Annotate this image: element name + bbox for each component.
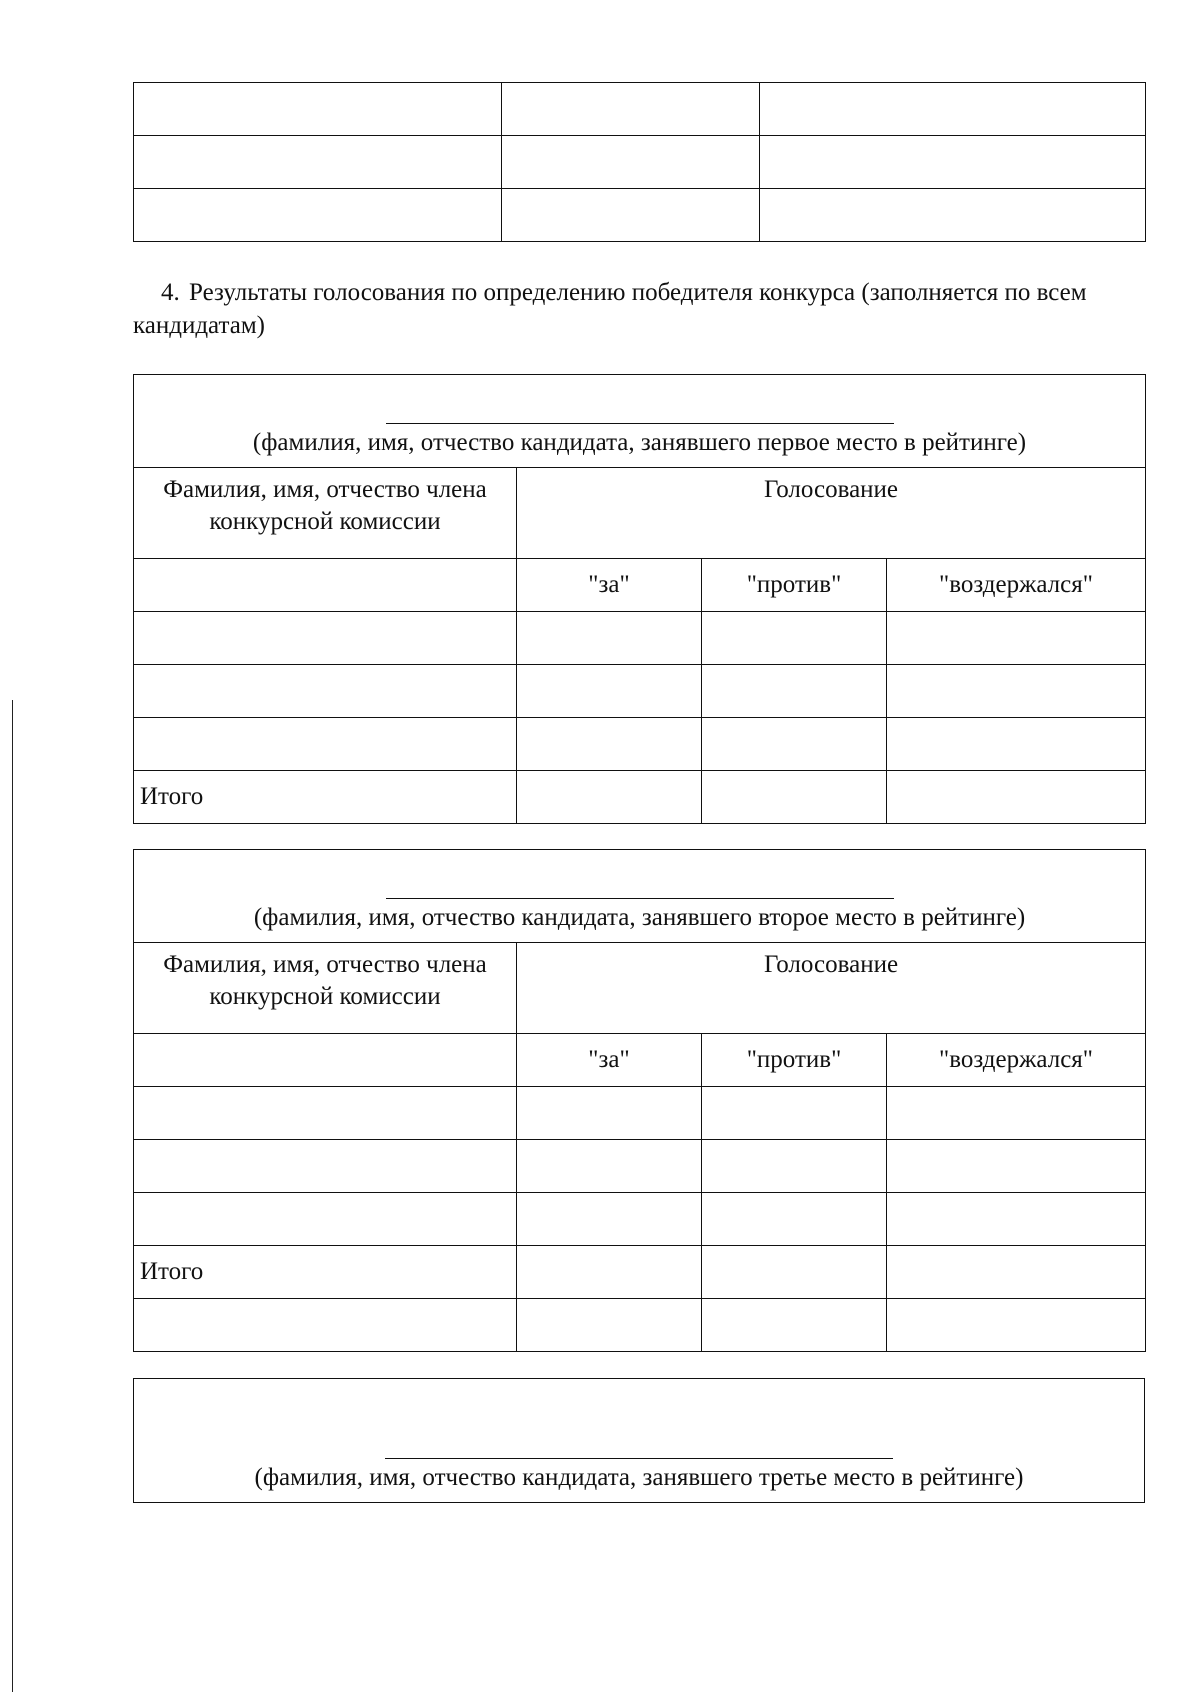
page-edge-line [12, 700, 13, 1692]
section-text: Результаты голосования по определению победителя конкурса (заполняется по всем кандидатам) [133, 279, 1087, 339]
table-cell[interactable] [517, 612, 702, 665]
table-row [134, 559, 1146, 612]
table-cell[interactable] [134, 1193, 517, 1246]
table-cell [760, 83, 1146, 136]
candidate-name-cell[interactable] [134, 1379, 1145, 1503]
candidate-name-line [386, 898, 894, 899]
table-row [134, 1379, 1145, 1503]
table-row [134, 136, 1146, 189]
voting-table-third [133, 1378, 1145, 1503]
table-cell[interactable] [887, 1087, 1146, 1140]
table-cell [760, 136, 1146, 189]
table-cell[interactable] [134, 1140, 517, 1193]
table-row [134, 1246, 1146, 1299]
option-for: "за" [517, 1034, 702, 1087]
table-cell[interactable] [702, 1087, 887, 1140]
candidate-name-cell[interactable] [134, 850, 1146, 943]
member-header: Фамилия, имя, отчество члена конкурсной комиссии [134, 468, 517, 559]
candidate-caption: (фамилия, имя, отчество кандидата, занявшего второе место в рейтинге) [253, 904, 1026, 931]
table-row [134, 83, 1146, 136]
table-cell[interactable] [702, 665, 887, 718]
table-cell [760, 189, 1146, 242]
total-label: Итого [134, 771, 517, 824]
table-cell[interactable] [702, 1140, 887, 1193]
table-row [134, 1299, 1146, 1352]
option-against: "против" [702, 1034, 887, 1087]
table-cell[interactable] [517, 1299, 702, 1352]
table-row [134, 665, 1146, 718]
option-against: "против" [702, 559, 887, 612]
candidate-caption: (фамилия, имя, отчество кандидата, занявшего третье место в рейтинге) [254, 1464, 1024, 1491]
member-header: Фамилия, имя, отчество члена конкурсной комиссии [134, 943, 517, 1034]
table-cell [134, 136, 502, 189]
table-cell [134, 189, 502, 242]
table-cell[interactable] [887, 718, 1146, 771]
table-row [134, 771, 1146, 824]
table-cell[interactable] [887, 1193, 1146, 1246]
option-abstain: "воздержался" [887, 559, 1146, 612]
table-row [134, 850, 1146, 943]
section-number: 4. [161, 279, 180, 306]
table-cell[interactable] [134, 1087, 517, 1140]
table-cell[interactable] [887, 1140, 1146, 1193]
table-cell[interactable] [134, 1034, 517, 1087]
table-row [134, 718, 1146, 771]
table-cell [502, 136, 760, 189]
table-cell[interactable] [134, 559, 517, 612]
table-cell[interactable] [702, 1299, 887, 1352]
table-row [134, 1140, 1146, 1193]
table-cell[interactable] [702, 1246, 887, 1299]
table-row [134, 1193, 1146, 1246]
table-cell [134, 83, 502, 136]
candidate-caption: (фамилия, имя, отчество кандидата, занявшего первое место в рейтинге) [252, 429, 1027, 456]
table-row [134, 943, 1146, 1034]
table-cell [502, 189, 760, 242]
table-row [134, 189, 1146, 242]
table-cell[interactable] [517, 1087, 702, 1140]
table-row [134, 375, 1146, 468]
table-cell[interactable] [134, 612, 517, 665]
table-cell[interactable] [887, 771, 1146, 824]
voting-header: Голосование [517, 468, 1146, 559]
table-cell[interactable] [517, 718, 702, 771]
voting-table-second [133, 849, 1146, 1352]
table-cell[interactable] [134, 1299, 517, 1352]
table-cell[interactable] [134, 718, 517, 771]
table-cell[interactable] [887, 1246, 1146, 1299]
table-cell[interactable] [702, 1193, 887, 1246]
table-cell[interactable] [134, 665, 517, 718]
candidate-name-line [385, 1458, 893, 1459]
table-cell[interactable] [702, 718, 887, 771]
table-cell[interactable] [887, 612, 1146, 665]
table-cell[interactable] [517, 1246, 702, 1299]
candidate-name-cell[interactable] [134, 375, 1146, 468]
table-row [134, 1034, 1146, 1087]
candidate-name-line [386, 423, 894, 424]
table-cell[interactable] [517, 771, 702, 824]
option-for: "за" [517, 559, 702, 612]
table-cell[interactable] [887, 665, 1146, 718]
voting-table-first [133, 374, 1146, 824]
voting-header: Голосование [517, 943, 1146, 1034]
table-cell [502, 83, 760, 136]
table-row [134, 1087, 1146, 1140]
table-row [134, 468, 1146, 559]
table-cell[interactable] [517, 1140, 702, 1193]
previous-section-table [133, 82, 1146, 242]
table-cell[interactable] [702, 612, 887, 665]
total-label: Итого [134, 1246, 517, 1299]
table-cell[interactable] [887, 1299, 1146, 1352]
table-row [134, 612, 1146, 665]
option-abstain: "воздержался" [887, 1034, 1146, 1087]
table-cell[interactable] [517, 1193, 702, 1246]
table-cell[interactable] [702, 771, 887, 824]
table-cell[interactable] [517, 665, 702, 718]
section-heading [133, 276, 1163, 342]
